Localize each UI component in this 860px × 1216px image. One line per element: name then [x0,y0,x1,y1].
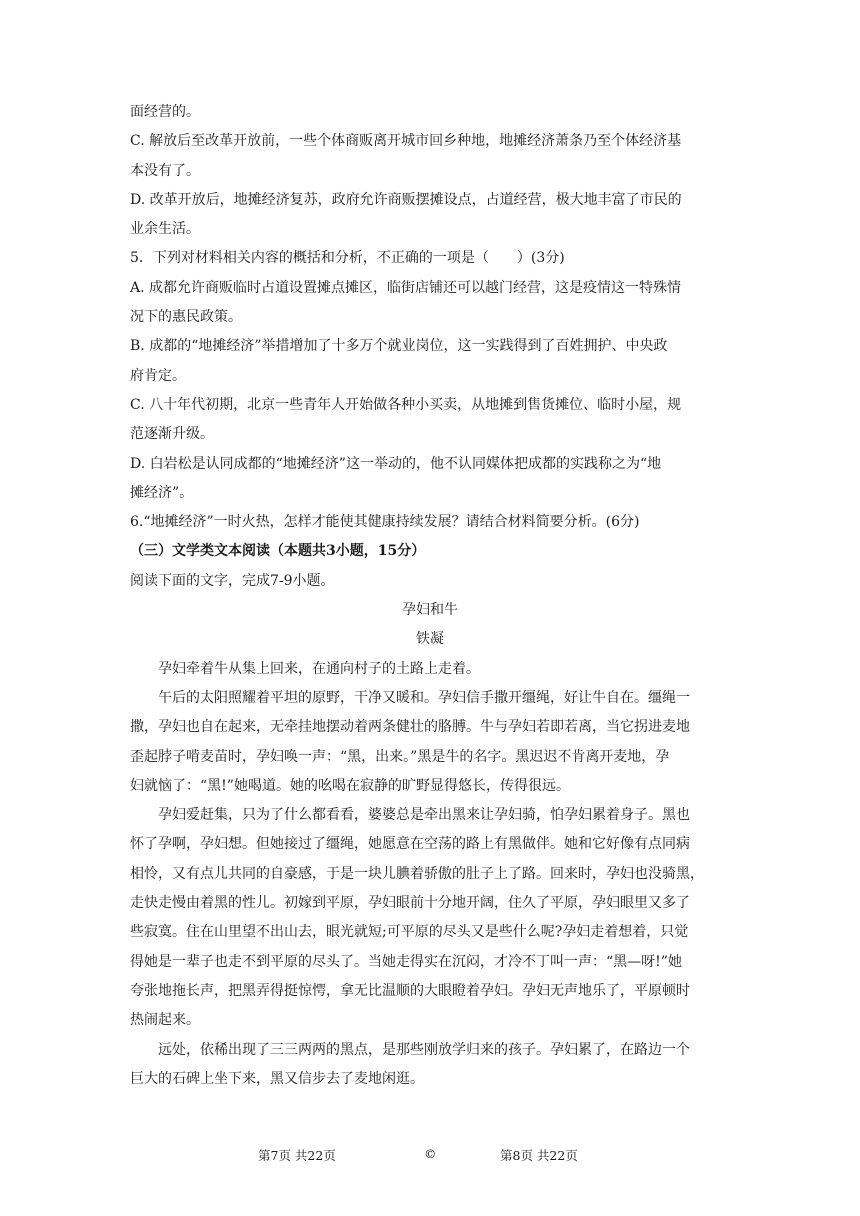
text-line: 府肯定。 [130,367,186,384]
paragraph-line: 走快走慢由着黑的性儿。初嫁到平原，孕妇眼前十分地开阔，住久了平原，孕妇眼里又多了 [130,895,690,912]
paragraph-line: 歪起脖子啃麦苗时，孕妇唤一声：“黑，出来。”黑是牛的名字。黑迟迟不肯离开麦地，孕 [130,748,670,765]
text-line: 面经营的。 [130,104,200,120]
document-body [130,98,730,1094]
option-c-text: C. 解放后至改革开放前，一些个体商贩离开城市回乡种地，地摊经济萧条乃至个体经济基 [130,133,682,150]
paragraph-line: 孕妇牵着牛从集上回来，在通向村子的土路上走着。 [158,660,480,677]
paragraph-line: 午后的太阳照耀着平坦的原野，干净又暖和。孕妇信手撒开缰绳，好让牛自在。缰绳一 [158,689,690,706]
paragraph-line: 怀了孕啊，孕妇想。但她接过了缰绳，她愿意在空荡的路上有黑做伴。她和它好像有点同病 [130,836,690,853]
text-line: 本没有了。 [130,162,200,179]
paragraph-line: 相怜，又有点儿共同的自豪感，于是一块儿腆着骄傲的肚子上了路。回来时，孕妇也没骑黑， [130,865,704,882]
paragraph-line: 远处，依稀出现了三三两两的黑点，是那些刚放学归来的孩子。孕妇累了，在路边一个 [158,1041,690,1058]
paragraph-line: 得她是一辈子也走不到平原的尽头了。当她走得实在沉闷，才冷不丁叫一声：“黑—呀!”她 [130,953,682,970]
question-6: 6.“地摊经济”一时火热，怎样才能使其健康持续发展？请结合材料简要分析。(6分) [130,514,640,531]
paragraph-line: 热闹起来。 [130,1012,200,1029]
paragraph-line: 巨大的石碑上坐下来，黑又信步去了麦地闲逛。 [130,1070,424,1087]
story-title: 孕妇和牛 [402,602,458,619]
option-b-text: B. 成都的“地摊经济”举措增加了十多万个就业岗位，这一实践得到了百姓拥护、中央政 [130,338,668,355]
story-author: 铁凝 [416,631,444,648]
text-line: 况下的惠民政策。 [130,309,242,326]
paragraph-line: 撒，孕妇也自在起来，无牵挂地摆动着两条健壮的胳膊。牛与孕妇若即若离，当它拐进麦地 [130,719,690,736]
instruction-text: 阅读下面的文字，完成7-9小题。 [130,572,335,589]
paragraph-line: 夸张地拖长声，把黑弄得挺惊愕，拿无比温顺的大眼瞪着孕妇。孕妇无声地乐了，平原顿时 [130,982,690,999]
page-number-right: 第8页 共22页 [500,1148,578,1163]
question-5: 5．下列对材料相关内容的概括和分析，不正确的一项是（ ）(3分) [130,250,565,267]
option-a-text: A. 成都允许商贩临时占道设置摊点摊区，临街店铺还可以越门经营，这是疫情这一特殊情 [130,279,682,296]
paragraph-line: 妇就恼了：“黑!”她喝道。她的吆喝在寂静的旷野显得悠长，传得很远。 [130,777,570,794]
section-heading: （三）文学类文本阅读（本题共3小题，15分） [130,543,426,560]
page-number-left: 第7页 共22页 [258,1148,336,1163]
option-d-text: D. 白岩松是认同成都的“地摊经济”这一举动的，他不认同媒体把成都的实践称之为“地 [130,455,662,472]
paragraph-line: 孕妇爱赶集，只为了什么都看看，婆婆总是牵出黑来让孕妇骑，怕孕妇累着身子。黑也 [158,807,690,824]
text-line: 摊经济”。 [130,484,194,501]
option-d-text: D. 改革开放后，地摊经济复苏，政府允许商贩摆摊设点，占道经营，极大地丰富了市民的 [130,191,682,208]
paragraph-line: 些寂寞。住在山里望不出山去，眼光就短;可平原的尽头又是些什么呢?孕妇走着想着，只觉 [130,924,689,941]
option-c-text: C. 八十年代初期，北京一些青年人开始做各种小买卖，从地摊到售货摊位、临时小屋，规 [130,396,682,413]
text-line: 业余生活。 [130,221,200,238]
copyright-symbol: © [424,1146,437,1161]
text-line: 范逐渐升级。 [130,426,214,443]
